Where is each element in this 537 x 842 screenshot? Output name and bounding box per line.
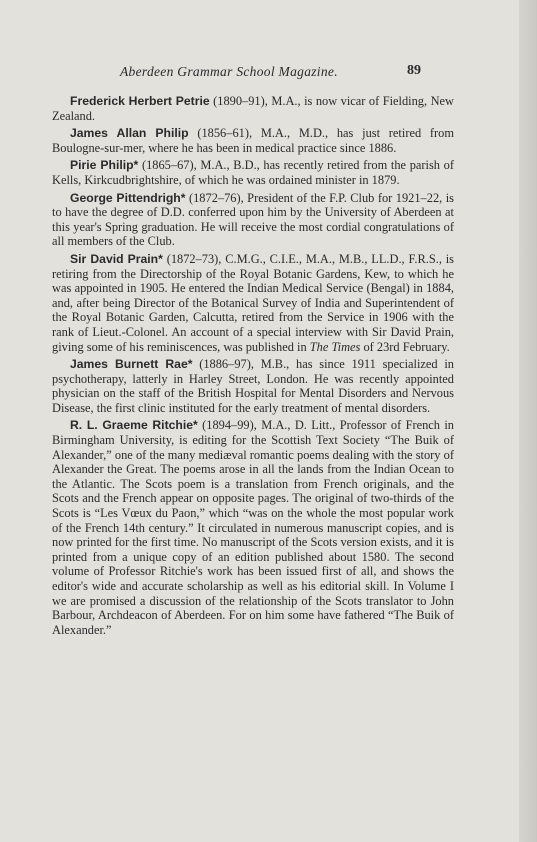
running-header: Aberdeen Grammar School Magazine.: [120, 64, 338, 79]
entry-rae: [52, 357, 454, 415]
entry-text: (1865–67), M.A., B.D., has recently retired from the parish of Kells, Kirkcudbrightshire, of which he was ordained minister in 1879.: [52, 158, 454, 187]
entry-name: Sir David Prain*: [70, 251, 163, 266]
page-number: 89: [407, 63, 421, 78]
entry-text: (1886–97), M.B., has since 1911 specialized in psychotherapy, latterly in Harley Street, London. He was recently appointed physician on the staff of the British Hospital for Mental Disorders and Nervous Disease, the first clinic instituted for the early treatment of mental disorders.: [52, 357, 454, 415]
entry-text: (1894–99), M.A., D. Litt., Professor of French in Birmingham University, is editing for the Scottish Text Society “The Buik of Alexander,” one of the many mediæval romantic poems dealing with the story of Alexander the Great. The poems arose in all the lands from the Indian Ocean to the Atlantic. The Scots poem is a translation from French originals, and the Scots and the French appear on opposite pages. The original of two-thirds of the Scots is “Les Vœux du Paon,” which “was on the whole the most popular work of the French 14th century.” It circulated in numerous manuscript copies, and is now printed for the first time. No manuscript of the Scots version exists, and it is printed from a unique copy of an edition published about 1580. The second volume of Professor Ritchie's work has been issued first of all, and shows the editor's wide and accurate scholarship as well as his editorial skill. In Volume I we are promised a discussion of the relationship of the Scots translator to John Barbour, Archdeacon of Aberdeen. For on him some have fathered “The Buik of Alexander.”: [52, 418, 454, 637]
entry-name: Frederick Herbert Petrie: [70, 94, 210, 108]
entry-text: (1890–91), M.A., is now vicar of Fielding, New Zealand.: [52, 94, 454, 123]
entry-petrie: [52, 94, 454, 123]
entry-text: (1872–76), President of the F.P. Club for 1921–22, is to have the degree of D.D. conferred upon him by the University of Aberdeen at this year's Spring graduation. He will receive the most cordial congratulations of all members of the Club.: [52, 190, 454, 249]
publication-title: The Times: [309, 339, 361, 354]
entry-philip-pirie: [52, 158, 454, 187]
entry-name: R. L. Graeme Ritchie*: [70, 418, 198, 433]
article-body: [52, 94, 454, 640]
entry-name: Pirie Philip*: [70, 158, 139, 173]
entry-text: (1856–61), M.A., M.D., has just retired from Boulogne-sur-mer, where he has been in medical practice since 1886.: [52, 126, 454, 155]
entry-name: George Pittendrigh*: [70, 190, 186, 205]
page-edge-shadow: [519, 0, 537, 842]
entry-philip-james: [52, 126, 454, 155]
entry-name: James Burnett Rae*: [70, 357, 193, 372]
entry-text: (1872–73), C.M.G., C.I.E., M.A., M.B., LL.D., F.R.S., is retiring from the Directorship of the Royal Botanic Gardens, Kew, to which he was appointed in 1905. He entered the Indian Medical Service (Bengal) in 1884, and, after being Director of the Botanical Survey of India and Superintendent of the Royal Botanic Garden, Calcutta, retired from the Service in 1906 with the rank of Lieut.-Colonel. An account of a special interview with Sir David Prain, giving some of his reminiscences, was published in: [52, 251, 454, 354]
entry-ritchie: [52, 418, 454, 637]
entry-pittendrigh: [52, 191, 454, 249]
entry-text-after: of 23rd February.: [360, 339, 450, 354]
entry-name: James Allan Philip: [70, 126, 189, 141]
entry-prain: [52, 252, 454, 354]
